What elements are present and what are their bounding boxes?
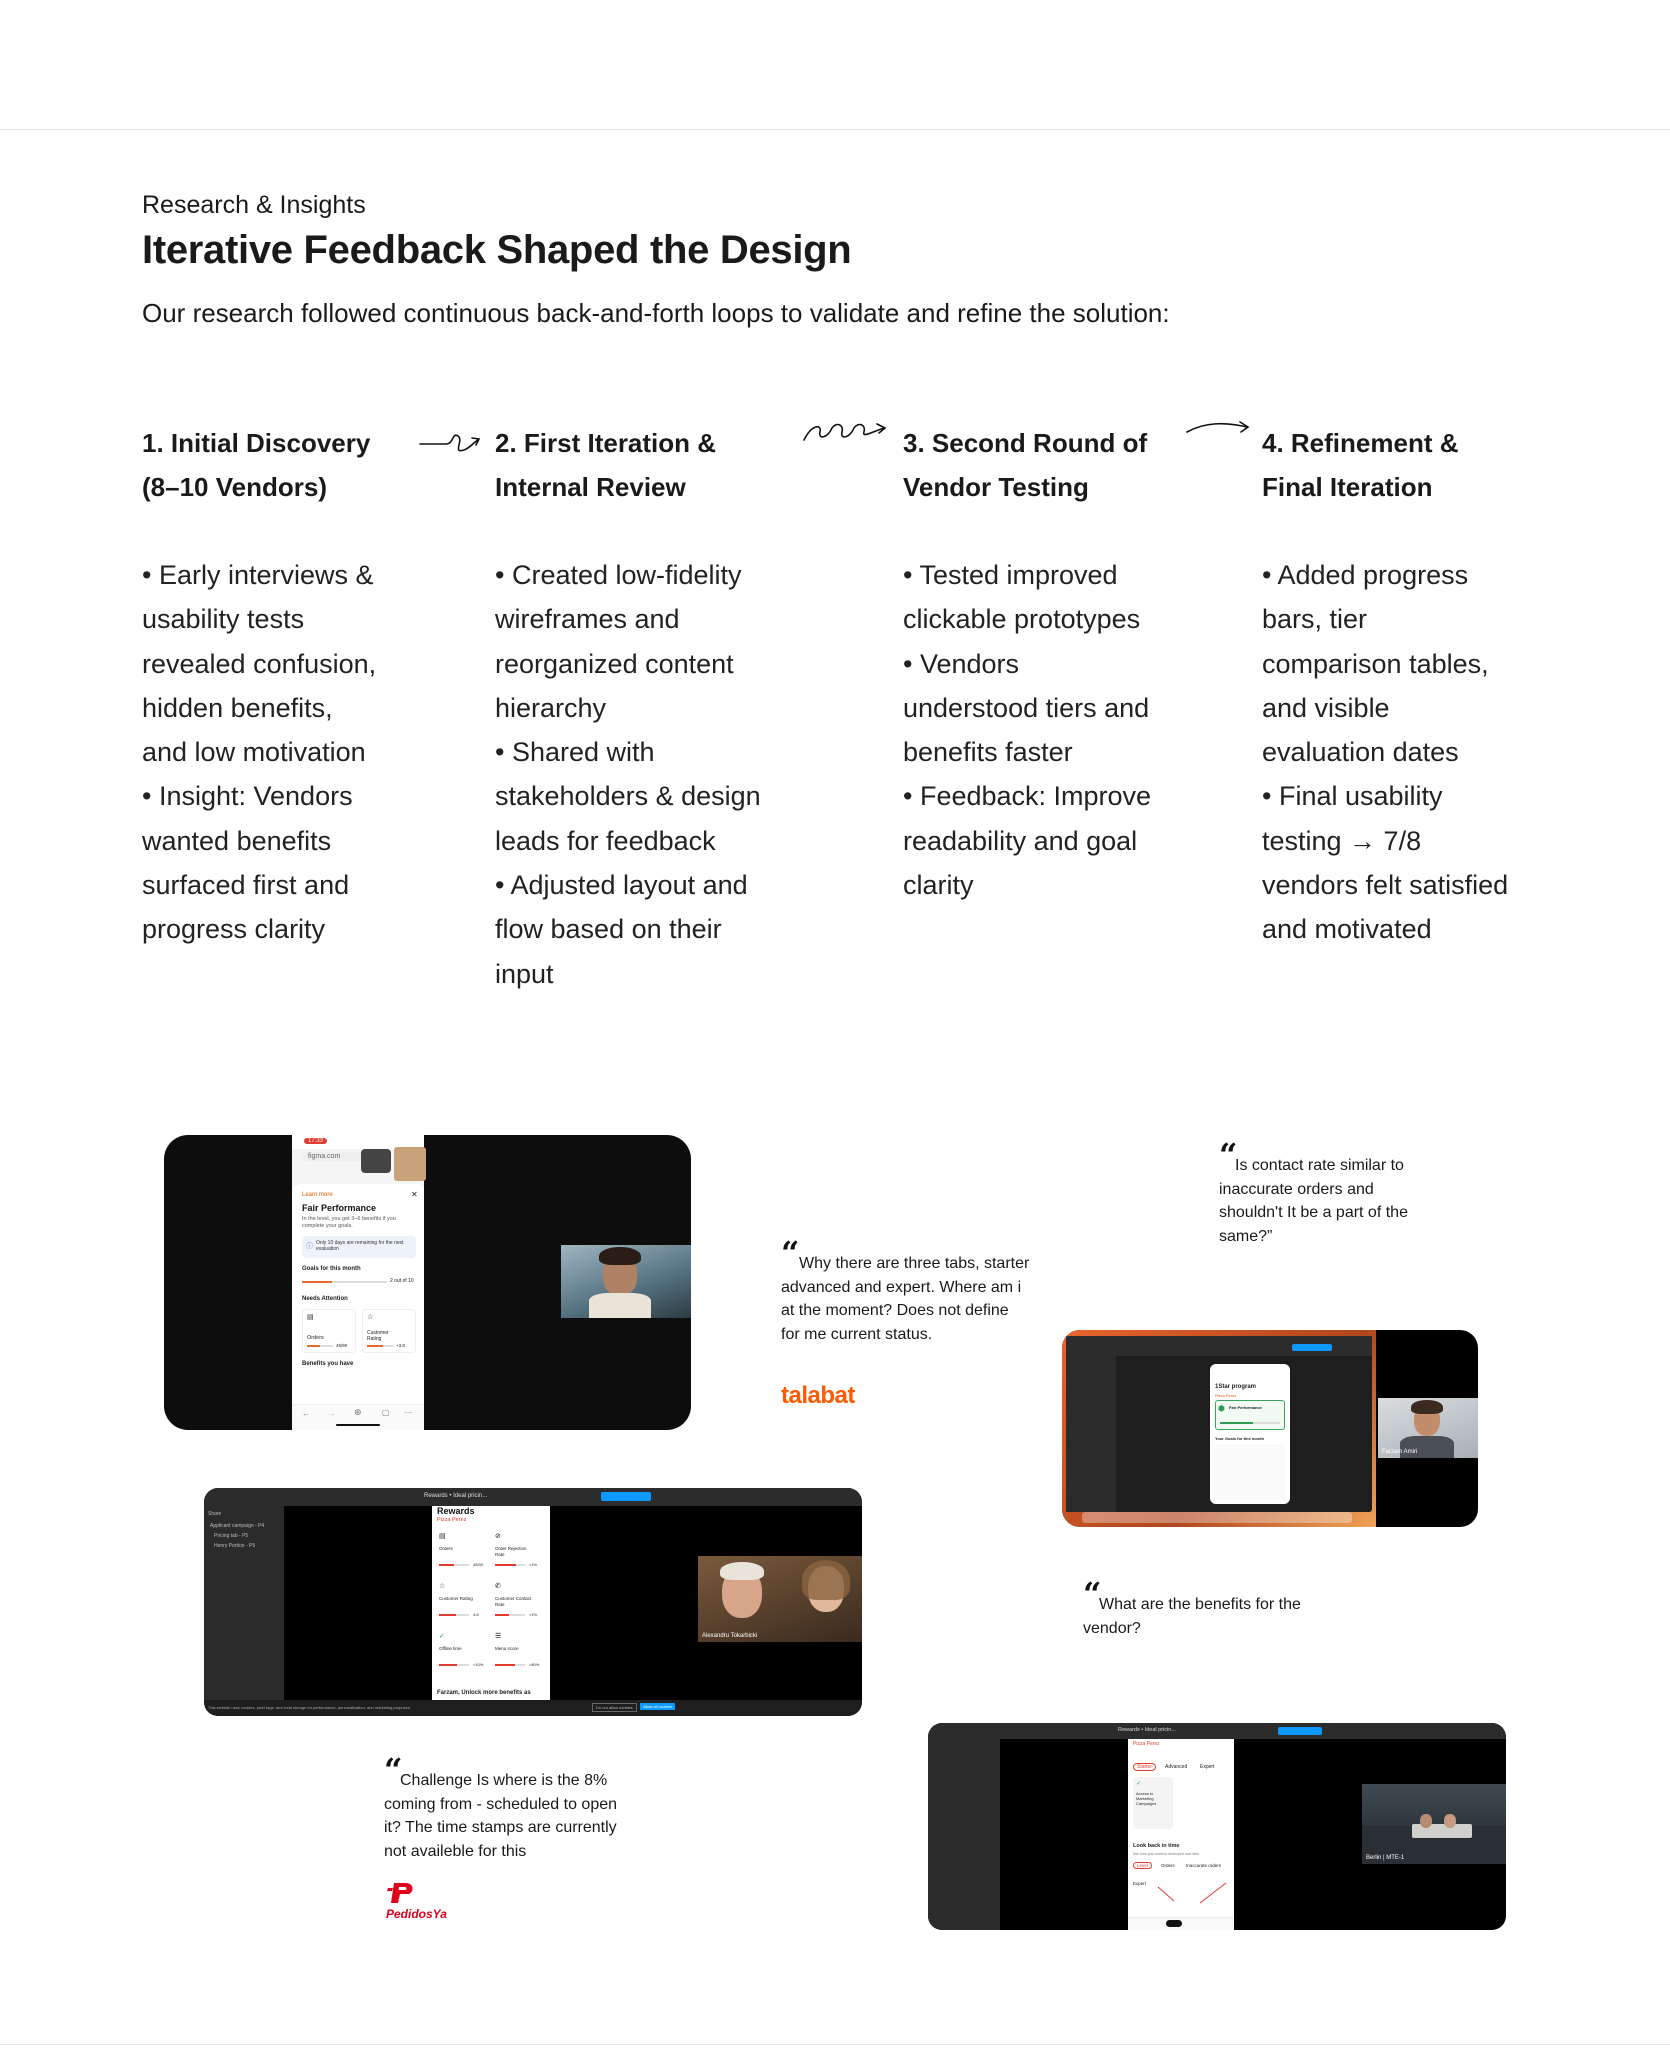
usability-test-screenshot-1 <box>164 1135 691 1430</box>
participant-thumbnail <box>394 1147 426 1181</box>
vendor-quote-1: Why there are three tabs, starter advanced and expert. Where am i at the moment? Does not define for me current status. <box>781 1255 1030 1343</box>
page-item[interactable]: Pricing tab - P5 <box>214 1533 249 1539</box>
home-indicator <box>336 1424 380 1426</box>
quote-mark-icon: “ <box>781 1234 800 1272</box>
chart-level-label: Expert <box>1133 1881 1147 1886</box>
step-title: 2. First Iteration & Internal Review <box>495 428 717 502</box>
metric-card[interactable] <box>493 1580 545 1626</box>
benefits-label: Benefits you have <box>302 1361 354 1367</box>
vendor-name: Pizza Perez <box>1133 1741 1160 1747</box>
metric-card[interactable] <box>437 1580 489 1626</box>
participant-video <box>1378 1398 1478 1458</box>
participant-video <box>561 1245 691 1318</box>
metric-card[interactable] <box>493 1530 545 1576</box>
trend-chart <box>1156 1879 1230 1909</box>
step-body: • Tested improved clickable prototypes • Vendors understood tiers and benefits faster • Feedback: Improve readability and goal clarity <box>903 560 1152 901</box>
squiggle-arrow-icon <box>802 418 888 448</box>
window-title: Rewards • Ideal pricin... <box>1118 1727 1176 1733</box>
menu-icon: ☰ <box>495 1633 502 1640</box>
step-first-iteration <box>495 421 795 996</box>
step-second-round <box>903 421 1203 907</box>
vendor-name: Pizza Perez <box>1215 1393 1237 1398</box>
filter-inaccurate-orders[interactable]: Inaccurate orders <box>1186 1863 1222 1868</box>
metric-label: Customer Rating <box>439 1596 473 1601</box>
metric-progress-bar <box>495 1614 525 1616</box>
metric-card[interactable] <box>493 1630 545 1676</box>
share-button[interactable] <box>1278 1727 1322 1735</box>
figma-toolbar <box>928 1723 1506 1739</box>
orders-value: 45/90 <box>336 1343 348 1348</box>
level-heading: Fair Performance <box>302 1203 377 1213</box>
usability-test-screenshot-2 <box>204 1488 862 1716</box>
star-icon: ☆ <box>439 1583 446 1590</box>
share-button[interactable] <box>1292 1344 1332 1351</box>
page-title: Iterative Feedback Shaped the Design <box>142 228 852 272</box>
top-divider <box>0 129 1670 130</box>
metric-label: Customer Contact Rate <box>495 1596 532 1607</box>
look-back-heading: Look back in time <box>1133 1843 1180 1849</box>
back-icon[interactable]: ← <box>302 1409 310 1418</box>
step-title: 3. Second Round of Vendor Testing <box>903 428 1148 502</box>
forward-icon[interactable]: → <box>328 1409 336 1418</box>
window-title: Rewards • Ideal pricin... <box>424 1493 488 1499</box>
participant-video <box>698 1556 862 1642</box>
step-title: 4. Refinement & Final Iteration <box>1262 428 1459 502</box>
quote-mark-icon: “ <box>1083 1575 1102 1613</box>
star-icon: ☆ <box>367 1314 374 1321</box>
quote-mark-icon: “ <box>1219 1136 1238 1174</box>
vendor-quote-3: What are the benefits for the vendor? <box>1083 1596 1301 1637</box>
curved-arrow-icon <box>1185 418 1251 442</box>
benefit-label: Access to Marketing Campaigns <box>1136 1791 1157 1806</box>
allow-cookies-button[interactable]: Allow all cookies <box>640 1703 675 1710</box>
more-icon[interactable]: ⋯ <box>404 1408 412 1417</box>
badge-label: Fair Performance <box>1229 1405 1262 1410</box>
phone-prototype <box>1128 1739 1234 1930</box>
pedidosya-wordmark: PedidosYa <box>386 1907 447 1921</box>
usability-test-screenshot-3 <box>1062 1330 1478 1527</box>
metrics-grid <box>1215 1444 1285 1500</box>
participant-name: Farzam Amiri <box>1382 1449 1418 1455</box>
metric-label: Order Rejection Rate <box>495 1546 527 1557</box>
section-eyebrow: Research & Insights <box>142 191 366 219</box>
info-icon: ⓘ <box>306 1243 313 1250</box>
panel-title: Share <box>208 1511 222 1517</box>
metric-progress-bar <box>439 1664 469 1666</box>
cookie-text: This website uses cookies, pixel tags, and local storage for performance, personalization, and marketing purposes. <box>208 1705 411 1710</box>
program-heading: 1Star program <box>1215 1384 1257 1390</box>
rewards-heading: Rewards <box>437 1506 475 1516</box>
metric-value: 4.8 <box>473 1612 479 1617</box>
pedidosya-logo-icon <box>386 1881 416 1910</box>
close-icon[interactable]: ✕ <box>411 1190 418 1199</box>
bottom-divider <box>0 2044 1670 2045</box>
step-body: • Early interviews & usability tests revealed confusion, hidden benefits, and low motivation • Insight: Vendors wanted benefits surfaced first and progress clarity <box>142 560 377 945</box>
metric-card[interactable] <box>437 1530 489 1576</box>
receipt-icon: ▤ <box>439 1533 446 1540</box>
tab-starter[interactable]: Starter <box>1133 1763 1156 1771</box>
intro-text: Our research followed continuous back-and-forth loops to validate and refine the solution: <box>142 298 1170 328</box>
metric-progress-bar <box>439 1564 469 1566</box>
goals-count: 2 out of 10 <box>390 1278 414 1284</box>
add-tab-icon[interactable]: ⊕ <box>354 1407 362 1417</box>
metric-progress-bar <box>439 1614 469 1616</box>
metric-value: <10% <box>473 1662 484 1667</box>
metric-value: >80% <box>529 1662 540 1667</box>
tier-progress-bar <box>1220 1422 1280 1424</box>
usability-test-screenshot-4 <box>928 1723 1506 1930</box>
status-time: 17:33 <box>304 1138 327 1144</box>
shield-icon: ⬢ <box>1218 1404 1225 1413</box>
layers-panel <box>1066 1356 1116 1512</box>
receipt-icon: ▤ <box>307 1314 314 1321</box>
share-button[interactable] <box>601 1492 651 1501</box>
home-indicator <box>1166 1920 1182 1927</box>
tab-expert[interactable]: Expert <box>1200 1764 1215 1770</box>
goals-label: Your Goals for this month <box>1215 1436 1265 1441</box>
metric-label: Menu score <box>495 1646 519 1651</box>
tab-advanced[interactable]: Advanced <box>1165 1764 1188 1770</box>
notice-text: Only 10 days are remaining for the next evaluation <box>316 1240 404 1252</box>
orders-progress-bar <box>307 1345 333 1347</box>
deny-cookies-button[interactable]: Do not allow cookies <box>592 1703 637 1712</box>
vendor-name: Pizza Perez <box>437 1517 467 1523</box>
screen-share-icon[interactable] <box>361 1149 391 1173</box>
step-body: • Created low-fidelity wireframes and reorganized content hierarchy • Shared with stakeholders & design leads for feedback • Adjusted layout and flow based on their input <box>495 560 761 989</box>
rating-label: Customer Rating <box>367 1330 389 1342</box>
rating-progress-bar <box>367 1345 393 1347</box>
phone-prototype <box>432 1506 550 1700</box>
phone-prototype <box>1210 1364 1290 1504</box>
participant-name: Alexandru Tokarbicki <box>702 1633 758 1639</box>
step-initial-discovery <box>142 421 442 952</box>
figma-toolbar <box>204 1488 862 1506</box>
mac-dock <box>1082 1512 1352 1523</box>
participant-video <box>1362 1784 1506 1864</box>
quote-mark-icon: “ <box>384 1751 403 1789</box>
filter-level[interactable]: Level <box>1133 1862 1152 1869</box>
metric-value: 45/90 <box>473 1562 484 1567</box>
metric-label: Offline time <box>439 1646 462 1651</box>
rejection-icon: ⊘ <box>495 1533 501 1540</box>
page-item[interactable]: Henry Portion - P5 <box>214 1543 256 1549</box>
level-description: In the level, you get 3–6 benefits if you complete your goals. <box>302 1216 396 1229</box>
vendor-quote-4: Challenge Is where is the 8% coming from - scheduled to open it? The time stamps are currently not availeble for this <box>384 1772 618 1860</box>
goals-progress-bar <box>302 1281 387 1283</box>
metric-progress-bar <box>495 1664 525 1666</box>
filter-orders[interactable]: Orders <box>1161 1863 1175 1868</box>
step-body: • Added progress bars, tier comparison tables, and visible evaluation dates • Final usability testing → 7/8 vendors felt satisfied and motivated <box>1262 560 1509 945</box>
check-icon: ✓ <box>1136 1781 1142 1787</box>
check-circle-icon: ✓ <box>439 1633 445 1640</box>
loop-arrow-icon <box>418 428 482 460</box>
metric-value: <1% <box>529 1612 538 1617</box>
learn-more-link[interactable]: Learn more <box>302 1192 333 1198</box>
cookie-banner <box>204 1700 862 1716</box>
rating-value: +3.8 <box>396 1343 405 1348</box>
step-title: 1. Initial Discovery (8–10 Vendors) <box>142 428 371 502</box>
orders-label: Orders <box>307 1335 324 1341</box>
phone-icon: ✆ <box>495 1583 501 1590</box>
metric-label: Orders <box>439 1546 453 1551</box>
tabs-icon[interactable]: ▢ <box>382 1408 390 1417</box>
metric-progress-bar <box>495 1564 525 1566</box>
participant-name: Berlin | MTE-1 <box>1366 1855 1405 1861</box>
needs-attention-label: Needs Attention <box>302 1296 348 1302</box>
metric-card[interactable] <box>437 1630 489 1676</box>
page-item[interactable]: Applicant campaign - P4 <box>210 1523 265 1529</box>
vendor-quote-2: Is contact rate similar to inaccurate orders and shouldn't It be a part of the same?” <box>1219 1157 1408 1245</box>
look-back-desc: See how your metrics developed over time <box>1133 1852 1200 1856</box>
layers-panel <box>204 1506 284 1700</box>
layers-panel <box>928 1739 1000 1930</box>
goals-label: Goals for this month <box>302 1266 361 1272</box>
talabat-logo: talabat <box>781 1382 855 1409</box>
unlock-footer: Farzam, Unlock more benefits as <box>437 1690 531 1696</box>
browser-url: figma.com <box>302 1152 392 1161</box>
metric-value: <1% <box>529 1562 538 1567</box>
step-refinement <box>1262 421 1562 952</box>
